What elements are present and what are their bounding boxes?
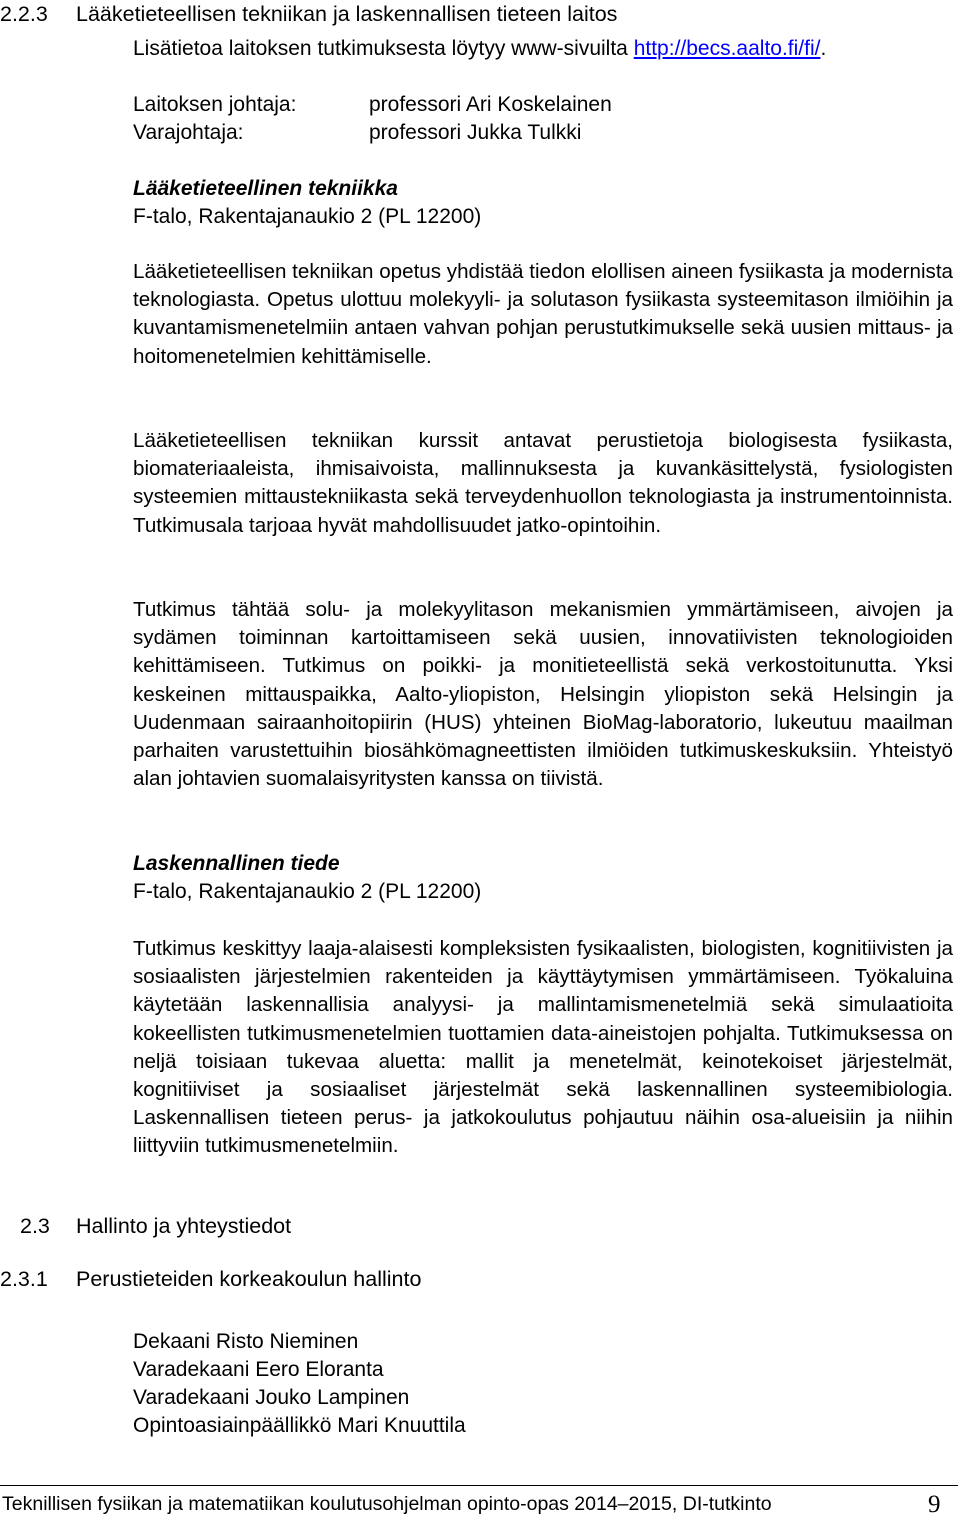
paragraph: Tutkimus keskittyy laaja-alaisesti kompleksisten fysikaalisten, biologisten, kognitiivisten ja sosiaalisten järjestelmien rakenteiden ja käyttäytymisen ymmärtämiseen. Työkaluina käytetään laskennallisia analyysi- ja mallintamismenetelmiä sekä simulaatioita kokeellisten tutkimusmenetelmien tuottamien data-aineistojen pohjalta. Tutkimuksessa on neljä toisiaan tukevaa aluetta: mallit ja menetelmät, keinotekoiset järjestelmät, kognitiiviset ja sosiaaliset järjestelmät sekä laskennallinen systeemibiologia. Laskennallisen tieteen perus- ja jatkokoulutus pohjautuu näihin osa-alueisiin ja niihin liittyviin tutkimusmenetelmiin. — [133, 937, 953, 1158]
leader-name: professori Ari Koskelainen — [369, 93, 612, 116]
footer-divider — [0, 1485, 958, 1486]
paragraph: Lääketieteellisen tekniikan opetus yhdistää tiedon elollisen aineen fysiikasta ja modernista teknologiasta. Opetus ulottuu molekyyli- ja solutason fysiikasta systeemitason ilmiöihin ja kuvantamismenetelmiin antaen vahvan pohjan perustutkimukselle sekä uusien mittaus- ja hoitomenetelmien kehittämiselle. — [133, 260, 953, 368]
subsection-address: F-talo, Rakentajanaukio 2 (PL 12200) — [133, 205, 482, 228]
admin-list-item: Opintoasiainpäällikkö Mari Knuuttila — [133, 1414, 466, 1437]
section-title: Hallinto ja yhteystiedot — [76, 1214, 292, 1238]
more-info-end: . — [820, 37, 827, 60]
more-info-text: Lisätietoa laitoksen tutkimuksesta löytyy www-sivuilta — [133, 37, 634, 60]
section-number: 2.3.1 — [0, 1267, 48, 1291]
footer-text: Teknillisen fysiikan ja matematiikan koulutusohjelman opinto-opas 2014–2015, DI-tutkinto — [2, 1493, 772, 1515]
section-title: Perustieteiden korkeakoulun hallinto — [76, 1267, 422, 1291]
more-info-line — [133, 38, 826, 59]
deputy-name: professori Jukka Tulkki — [369, 121, 582, 144]
leader-role: Laitoksen johtaja: — [133, 93, 297, 116]
section-title: Lääketieteellisen tekniikan ja laskennallisen tieteen laitos — [76, 2, 618, 26]
admin-list-item: Varadekaani Eero Eloranta — [133, 1358, 384, 1381]
department-link[interactable]: http://becs.aalto.fi/fi/ — [633, 37, 821, 60]
paragraph: Lääketieteellisen tekniikan kurssit antavat perustietoja biologisesta fysiikasta, biomateriaaleista, ihmisaivoista, mallinnuksesta ja kuvankäsittelystä, fysiologisten systeemien mittaustekniikasta sekä terveydenhuollon teknologiasta ja instrumentoinnista. Tutkimusala tarjoaa hyvät mahdollisuudet jatko-opintoihin. — [133, 429, 953, 537]
subsection-title-computational-science: Laskennallinen tiede — [133, 852, 340, 875]
subsection-title-medical-technology: Lääketieteellinen tekniikka — [133, 177, 398, 200]
admin-list-item: Varadekaani Jouko Lampinen — [133, 1386, 410, 1409]
section-number: 2.2.3 — [0, 2, 48, 26]
paragraph: Tutkimus tähtää solu- ja molekyylitason mekanismien ymmärtämiseen, aivojen ja sydämen toiminnan kartoittamiseen sekä uusien, innovatiivisten teknologioiden kehittämiseen. Tutkimus on poikki- ja monitieteellistä sekä verkostoitunutta. Yksi keskeinen mittauspaikka, Aalto-yliopiston, Helsingin yliopiston sekä Helsingin ja Uudenmaan sairaanhoitopiirin (HUS) yhteinen BioMag-laboratorio, lukeutuu maailman parhaiten varustettuihin biosähkömagneettisten ilmiöiden tutkimuskeskuksiin. Yhteistyö alan johtavien suomalaisyritysten kanssa on tiivistä. — [133, 598, 953, 791]
section-number: 2.3 — [20, 1214, 50, 1238]
subsection-address: F-talo, Rakentajanaukio 2 (PL 12200) — [133, 880, 482, 903]
page-number: 9 — [928, 1491, 941, 1518]
deputy-role: Varajohtaja: — [133, 121, 244, 144]
admin-list-item: Dekaani Risto Nieminen — [133, 1330, 359, 1353]
